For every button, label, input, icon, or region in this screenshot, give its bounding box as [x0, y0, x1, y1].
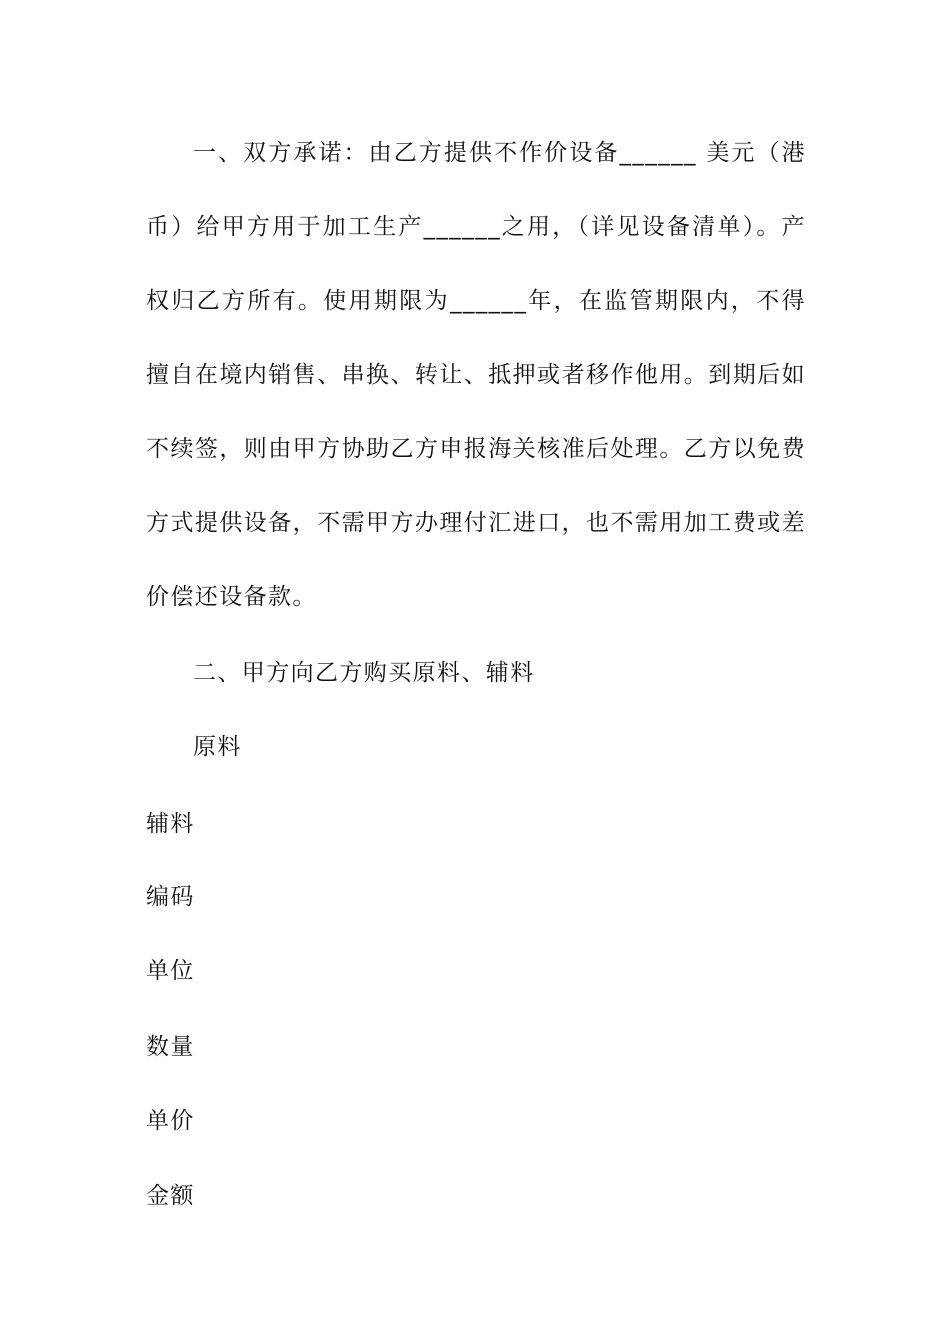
clause-two-heading: 二、甲方向乙方购买原料、辅料	[193, 660, 535, 686]
list-item-unit-price: 单价	[146, 1108, 195, 1134]
list-item-raw-material: 原料	[193, 734, 242, 760]
list-item-auxiliary-material: 辅料	[146, 811, 195, 837]
list-item-quantity: 数量	[146, 1034, 195, 1060]
list-item-amount: 金额	[146, 1183, 195, 1209]
list-item-unit: 单位	[146, 958, 195, 984]
clause-one-paragraph: 一、双方承诺：由乙方提供不作价设备______ 美元（港币）给甲方用于加工生产______之用，（详见设备清单）。产权归乙方所有。使用期限为______年，在监管期限内，不得擅自在境内销售、串换、转让、抵押或者移作他用。到期后如不续签，则由甲方协助乙方申报海关核准后处理。乙方以免费方式提供设备，不需甲方办理付汇进口，也不需用加工费或差价偿还设备款。	[146, 140, 806, 610]
list-item-code: 编码	[146, 884, 195, 910]
